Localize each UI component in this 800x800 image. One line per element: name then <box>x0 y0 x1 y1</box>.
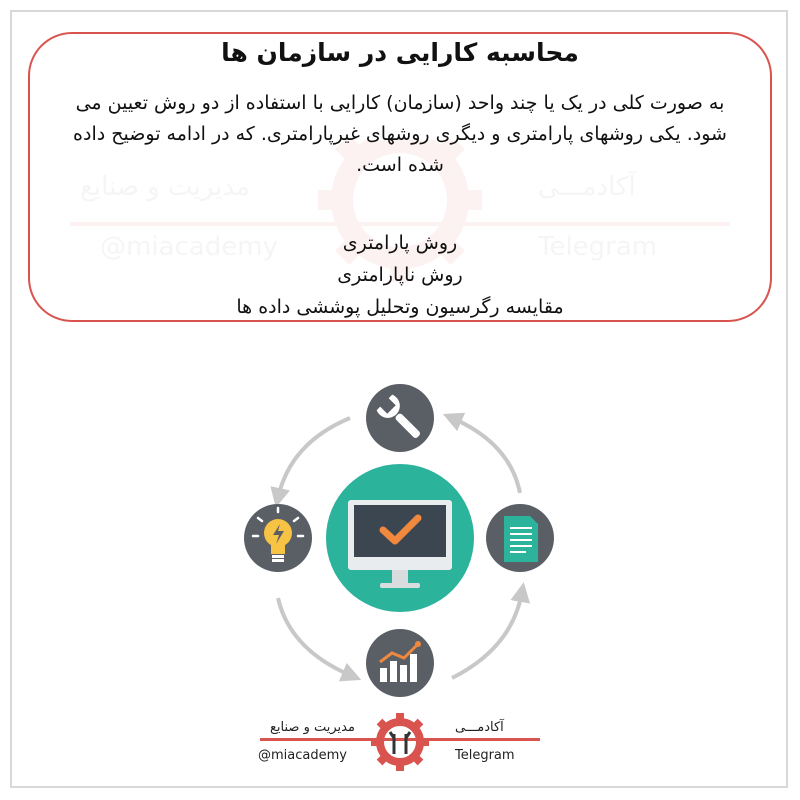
arrow-top-left <box>278 418 350 498</box>
academy-logo <box>250 712 550 772</box>
cycle-diagram <box>220 378 580 708</box>
logo-channel: Telegram <box>455 748 515 763</box>
arrow-bottom-right <box>452 592 522 678</box>
monitor-check-icon <box>326 464 474 612</box>
logo-academy: آکادمـــی <box>455 720 504 735</box>
method-nonparametric: روش ناپارامتری <box>337 264 463 286</box>
method-parametric: روش پارامتری <box>342 232 458 254</box>
page-title: محاسبه کارایی در سازمان ها <box>221 38 579 67</box>
document-icon <box>486 504 554 572</box>
lightbulb-icon <box>244 504 312 572</box>
intro-paragraph: به صورت کلی در یک یا چند واحد (سازمان) کارایی با استفاده از دو روش تعیین می شود. یکی روشهای پارامتری و دیگری روشهای غیرپارامتری. که در ادامه توضیح داده شده است. <box>73 92 727 176</box>
wrench-icon <box>366 384 434 452</box>
arrow-left-bottom <box>278 598 352 676</box>
logo-handle: @miacademy <box>258 748 347 763</box>
method-comparison: مقایسه رگرسیون وتحلیل پوششی داده ها <box>236 296 564 318</box>
bar-chart-icon <box>366 629 434 697</box>
logo-name: مدیریت و صنایع <box>270 720 355 735</box>
arrow-right-top <box>452 418 520 493</box>
